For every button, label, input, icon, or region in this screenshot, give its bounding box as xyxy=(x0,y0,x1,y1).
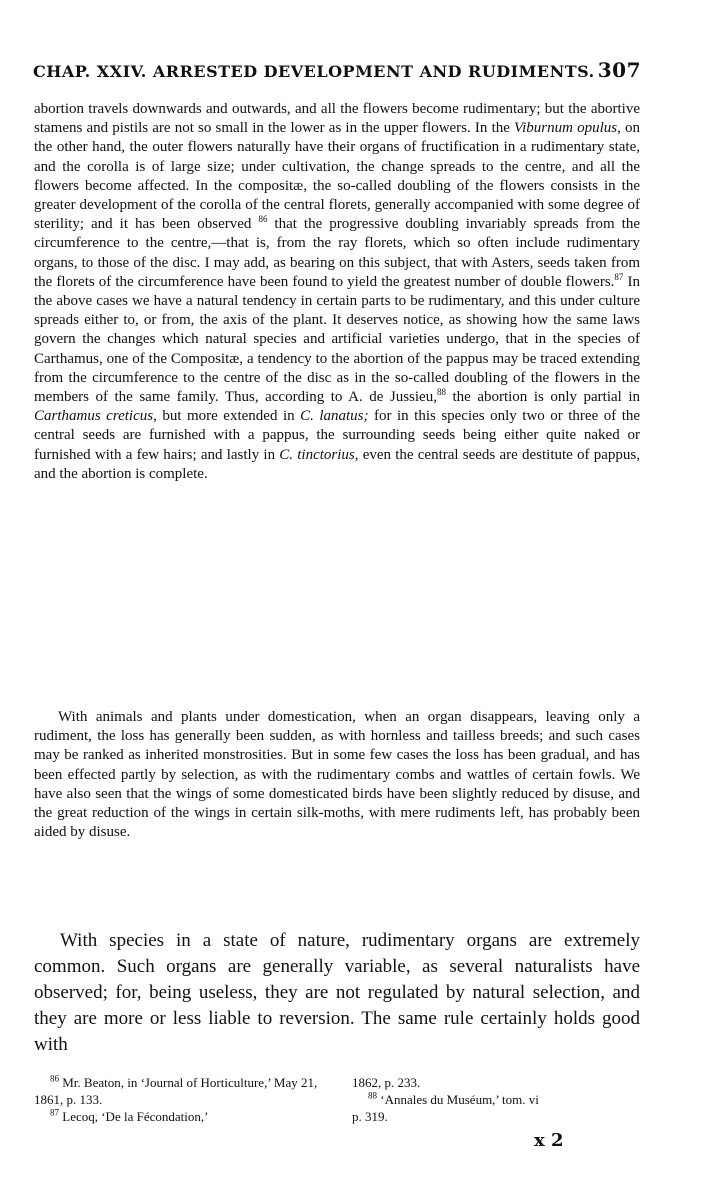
footnote-86 xyxy=(34,1074,334,1108)
text-run: even the central seeds are destitute of pappus, and the abortion is complete. xyxy=(34,446,640,482)
footnote-number: 87 xyxy=(50,1107,59,1118)
text-run: the abortion is only partial in xyxy=(445,389,641,406)
footnote-ref: 88 xyxy=(436,387,446,398)
text-run: that the progressive doubling invariably spreads from the circumference to the centre,—that is, from the ray florets, which so often include rudimentary organs, to those of the disc. I may add, as bearing on this subject, that with Asters, seeds taken from the florets of the circumference have been found to yield the greatest number of double flowers. xyxy=(34,216,640,290)
footnote-text: Mr. Beaton, in ‘Journal of Horticulture,’ May 21, 1861, p. 133. xyxy=(34,1075,318,1107)
footnote-88 xyxy=(352,1091,642,1108)
footnotes-right xyxy=(352,1074,642,1125)
italic-run: Carthamus creticus, xyxy=(34,408,157,425)
footnote-number: 86 xyxy=(50,1073,59,1084)
text-run: In the above cases we have a natural tendency in certain parts to be rudimentary, and this under culture spreads either to, or from, the axis of the plant. It deserves notice, as showing how the same laws govern the changes which natural species and artificial varieties undergo, that in the species of Carthamus, one of the Compositæ, a tendency to the abortion of the pappus may be traced extending from the circumference to the centre of the disc as in the so-called doubling of the flowers in the members of the same family. Thus, according to A. de Jussieu, xyxy=(34,273,640,406)
footnote-87-cont: 1862, p. 233. xyxy=(352,1075,421,1090)
footnote-87 xyxy=(34,1108,334,1125)
text-run: on the other hand, the outer flowers naturally have their organs of fructification in a rudimentary state, and the corolla is of large size; under cultivation, the change spreads to the centre, and all the flowers become affected. In the compositæ, the so-called doubling of the flowers consists in the greater development of the corolla of the central florets, generally accompanied with some degree of sterility; and it has been observed xyxy=(34,120,640,233)
paragraph-2: With animals and plants under domestication, when an organ disappears, leaving only a rudiment, the loss has generally been sudden, as with hornless and tailless breeds; and such cases may be ranked as inherited monstrosities. But in some few cases the loss has been gradual, and has been effected partly by selection, as with the rudimentary combs and wattles of certain fowls. We have also seen that the wings of some domesticated birds have been slightly reduced by disuse, and the great reduction of the wings in certain silk-moths, with mere rudiments left, has probably been aided by disuse. xyxy=(34,709,640,841)
paragraph-3: With species in a state of nature, rudimentary organs are extremely common. Such organs are generally variable, as several naturalists have observed; for, being useless, they are not regulated by natural selection, and they are more or less liable to reversion. The same rule certainly holds good with xyxy=(34,930,640,1055)
text-run: for in this species only two or three of the central seeds are furnished with a pappus, the surrounding seeds being either quite naked or furnished with a few hairs; and lastly in xyxy=(34,408,641,463)
text-run: abortion travels downwards and outwards, and all the flowers become rudimentary; but the abortive stamens and pistils are not so small in the lower as in the upper flowers. In the xyxy=(34,101,640,137)
footnote-88-cont: p. 319. xyxy=(352,1109,388,1124)
running-header xyxy=(33,58,641,82)
italic-run: C. tinctorius, xyxy=(279,446,359,463)
page-number: 307 xyxy=(597,58,641,82)
footnote-ref: 86 xyxy=(258,214,268,225)
chapter-title: CHAP. XXIV. ARRESTED DEVELOPMENT AND RUDIMENTS. xyxy=(33,62,595,81)
footnotes-left xyxy=(34,1074,334,1125)
footnote-text: Lecoq, ‘De la Fécondation,’ xyxy=(59,1109,209,1124)
footnote-text: ‘Annales du Muséum,’ tom. vi xyxy=(377,1092,539,1107)
italic-run: Viburnum opulus, xyxy=(514,120,621,137)
signature-mark: x 2 xyxy=(534,1130,564,1151)
footnote-ref: 87 xyxy=(614,271,624,282)
paragraph-1 xyxy=(34,100,640,484)
footnote-number: 88 xyxy=(368,1090,377,1101)
text-run: but more extended in xyxy=(156,408,301,425)
italic-run: C. lanatus; xyxy=(300,408,369,425)
